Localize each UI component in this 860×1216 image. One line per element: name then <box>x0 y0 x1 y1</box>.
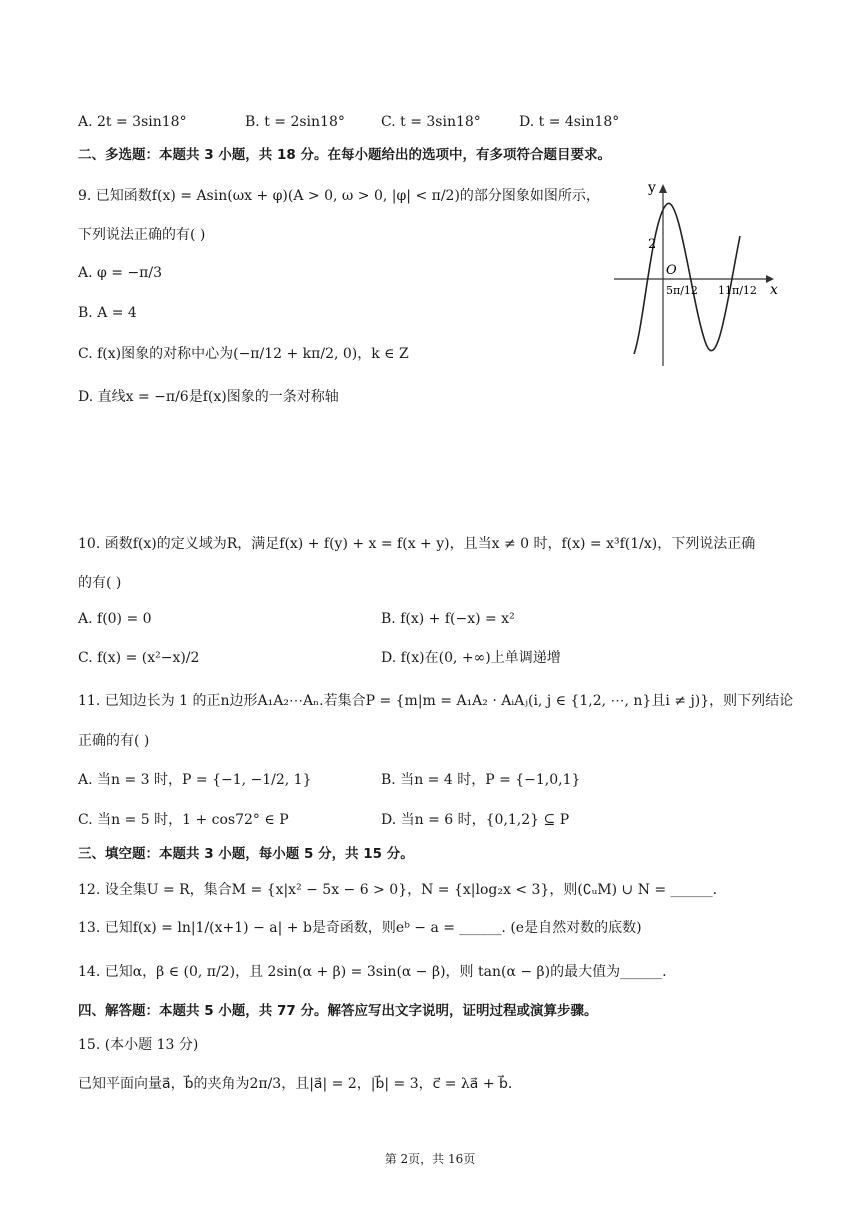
q11-stem-line2: 正确的有( ) <box>78 733 150 749</box>
q11-option-b: B. 当n = 4 时，P = {−1,0,1} <box>381 772 581 788</box>
x-tick-5pi-12: 5π/12 <box>666 284 698 297</box>
q10-option-a: A. f(0) = 0 <box>78 611 152 627</box>
sine-graph-figure <box>612 176 784 372</box>
q12-text: 12. 设全集U = R，集合M = {x|x² − 5x − 6 > 0}，N = {x|log₂x < 3}，则(∁ᵤM) ∪ N = ______. <box>78 882 718 898</box>
q11-option-a: A. 当n = 3 时，P = {−1, −1/2, 1} <box>78 772 312 788</box>
x-tick-11pi-12: 11π/12 <box>718 284 757 297</box>
q9-option-b: B. A = 4 <box>78 305 137 321</box>
q10-option-d: D. f(x)在(0, +∞)上单调递增 <box>381 650 561 666</box>
q10-option-b: B. f(x) + f(−x) = x² <box>381 611 515 627</box>
q15-text: 已知平面向量a⃗，b⃗的夹角为2π/3，且|a⃗| = 2，|b⃗| = 3，c⃗ = λa⃗ + b⃗. <box>78 1076 513 1092</box>
q10-stem-line2: 的有( ) <box>78 575 122 591</box>
q9-stem-line1: 9. 已知函数f(x) = Asin(ωx + φ)(A > 0, ω > 0, |φ| < π/2)的部分图象如图所示， <box>78 188 600 204</box>
y-axis-label: y <box>648 180 656 196</box>
section-heading-fill-in: 三、填空题：本题共 3 小题，每小题 5 分，共 15 分。 <box>78 846 414 862</box>
q14-text: 14. 已知α，β ∈ (0, π/2)，且 2sin(α + β) = 3sin(α − β)，则 tan(α − β)的最大值为______. <box>78 964 667 980</box>
origin-label: O <box>666 263 677 278</box>
q8-option-c: C. t = 3sin18° <box>381 114 481 130</box>
q9-stem-line2: 下列说法正确的有( ) <box>78 227 206 243</box>
q15-heading: 15. (本小题 13 分) <box>78 1037 199 1053</box>
q13-text: 13. 已知f(x) = ln|1/(x+1) − a| + b是奇函数，则eᵇ − a = ______. (e是自然对数的底数) <box>78 920 642 936</box>
q9-option-a: A. φ = −π/3 <box>78 265 162 281</box>
q11-option-c: C. 当n = 5 时，1 + cos72° ∈ P <box>78 812 289 828</box>
q9-option-c: C. f(x)图象的对称中心为(−π/12 + kπ/2, 0)，k ∈ Z <box>78 346 409 362</box>
section-heading-answer: 四、解答题：本题共 5 小题，共 77 分。解答应写出文字说明，证明过程或演算步骤。 <box>78 1003 598 1019</box>
q9-option-d: D. 直线x = −π/6是f(x)图象的一条对称轴 <box>78 389 339 405</box>
q11-option-d: D. 当n = 6 时，{0,1,2} ⊆ P <box>381 812 570 828</box>
q11-stem-line1: 11. 已知边长为 1 的正n边形A₁A₂⋯Aₙ.若集合P = {m|m = A₁A₂ · AᵢAⱼ(i, j ∈ {1,2, ⋯, n}且i ≠ j)}，则下列结论 <box>78 693 794 709</box>
x-axis-label: x <box>770 282 778 298</box>
y-axis-arrow <box>659 184 667 193</box>
q10-option-c: C. f(x) = (x²−x)/2 <box>78 650 200 666</box>
q8-option-b: B. t = 2sin18° <box>245 114 345 130</box>
page-footer: 第 2页，共 16页 <box>384 1152 476 1166</box>
q8-option-d: D. t = 4sin18° <box>519 114 620 130</box>
q8-option-a: A. 2t = 3sin18° <box>78 114 187 130</box>
q10-stem-line1: 10. 函数f(x)的定义域为R，满足f(x) + f(y) + x = f(x + y)，且当x ≠ 0 时，f(x) = x³f(1/x)，下列说法正确 <box>78 536 756 552</box>
y-tick-2: 2 <box>648 237 657 252</box>
section-heading-multiple-choice: 二、多选题：本题共 3 小题，共 18 分。在每小题给出的选项中，有多项符合题目要求。 <box>78 147 611 163</box>
